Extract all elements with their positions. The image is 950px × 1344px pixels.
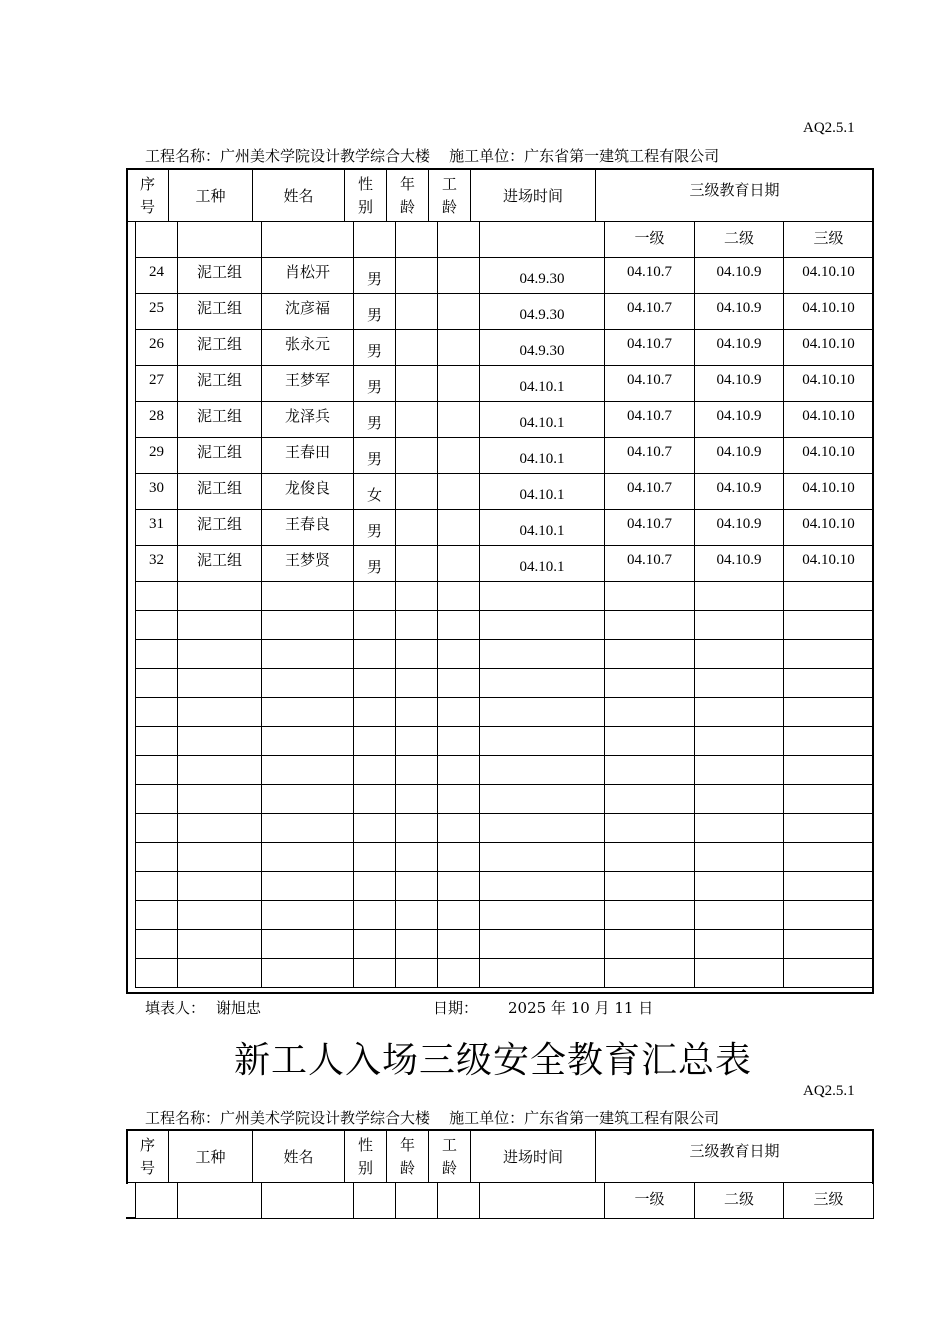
cell-age xyxy=(396,510,438,546)
cell-name: 王春良 xyxy=(262,510,354,546)
data-table xyxy=(135,221,874,988)
date-label: 日期： xyxy=(433,999,479,1017)
col-edu-date: 三级教育日期 xyxy=(596,170,874,222)
cell-l3: 04.10.10 xyxy=(784,330,874,366)
cell-l1: 04.10.7 xyxy=(605,294,695,330)
empty-row xyxy=(136,872,874,901)
cell-service xyxy=(438,402,480,438)
col-level3: 三级 xyxy=(784,222,874,258)
cell-service xyxy=(438,294,480,330)
cell-l1: 04.10.7 xyxy=(605,438,695,474)
cell-gender: 男 xyxy=(354,546,396,582)
cell-l2: 04.10.9 xyxy=(695,294,784,330)
cell-l2: 04.10.9 xyxy=(695,510,784,546)
col-name: 姓名 xyxy=(253,170,345,222)
col-gender: 性 别 xyxy=(345,170,387,222)
cell-seq: 32 xyxy=(136,546,178,582)
cell-seq: 31 xyxy=(136,510,178,546)
cell-trade: 泥工组 xyxy=(178,402,262,438)
empty-row xyxy=(136,959,874,988)
cell-entry: 04.9.30 xyxy=(480,258,605,294)
cell-name: 张永元 xyxy=(262,330,354,366)
empty-row xyxy=(136,930,874,959)
cell-l1: 04.10.7 xyxy=(605,510,695,546)
cell-name: 王春田 xyxy=(262,438,354,474)
cell-l1: 04.10.7 xyxy=(605,258,695,294)
empty-row xyxy=(136,843,874,872)
col-level3-2: 三级 xyxy=(784,1183,874,1219)
table-row xyxy=(136,402,874,438)
col-level2-2: 二级 xyxy=(695,1183,784,1219)
cell-gender: 男 xyxy=(354,510,396,546)
cell-service xyxy=(438,258,480,294)
cell-l2: 04.10.9 xyxy=(695,366,784,402)
col-entry-2: 进场时间 xyxy=(471,1131,596,1183)
project-info: 工程名称：广州美术学院设计教学综合大楼 施工单位：广东省第一建筑工程有限公司 xyxy=(145,147,720,165)
cell-l3: 04.10.10 xyxy=(784,258,874,294)
table-row xyxy=(136,330,874,366)
cell-name: 王梦军 xyxy=(262,366,354,402)
header-table xyxy=(126,169,874,222)
cell-l2: 04.10.9 xyxy=(695,330,784,366)
table-edge-mark xyxy=(126,1217,136,1219)
cell-trade: 泥工组 xyxy=(178,258,262,294)
cell-entry: 04.10.1 xyxy=(480,510,605,546)
data-table-2 xyxy=(135,1182,874,1219)
cell-entry: 04.9.30 xyxy=(480,330,605,366)
cell-name: 龙泽兵 xyxy=(262,402,354,438)
empty-row xyxy=(136,698,874,727)
cell-gender: 男 xyxy=(354,402,396,438)
cell-age xyxy=(396,402,438,438)
cell-l2: 04.10.9 xyxy=(695,258,784,294)
cell-l3: 04.10.10 xyxy=(784,366,874,402)
date-value: 2025 年 10 月 11 日 xyxy=(508,999,654,1017)
cell-entry: 04.10.1 xyxy=(480,402,605,438)
cell-entry: 04.10.1 xyxy=(480,366,605,402)
doc-code-2: AQ2.5.1 xyxy=(803,1083,855,1099)
empty-row xyxy=(136,756,874,785)
cell-gender: 女 xyxy=(354,474,396,510)
cell-trade: 泥工组 xyxy=(178,438,262,474)
doc-code: AQ2.5.1 xyxy=(803,120,855,136)
cell-name: 肖松开 xyxy=(262,258,354,294)
cell-entry: 04.10.1 xyxy=(480,474,605,510)
table-row xyxy=(136,438,874,474)
cell-gender: 男 xyxy=(354,438,396,474)
col-service: 工 龄 xyxy=(429,170,471,222)
cell-seq: 25 xyxy=(136,294,178,330)
cell-age xyxy=(396,438,438,474)
col-age: 年 龄 xyxy=(387,170,429,222)
cell-age xyxy=(396,546,438,582)
cell-service xyxy=(438,474,480,510)
page-title: 新工人入场三级安全教育汇总表 xyxy=(234,1040,753,1081)
table-row xyxy=(136,294,874,330)
cell-age xyxy=(396,294,438,330)
cell-name: 沈彦福 xyxy=(262,294,354,330)
cell-l1: 04.10.7 xyxy=(605,366,695,402)
cell-l3: 04.10.10 xyxy=(784,474,874,510)
cell-name: 龙俊良 xyxy=(262,474,354,510)
empty-row xyxy=(136,727,874,756)
cell-l1: 04.10.7 xyxy=(605,546,695,582)
col-level2: 二级 xyxy=(695,222,784,258)
table-row xyxy=(136,546,874,582)
cell-age xyxy=(396,258,438,294)
cell-seq: 28 xyxy=(136,402,178,438)
empty-row xyxy=(136,669,874,698)
cell-l2: 04.10.9 xyxy=(695,402,784,438)
cell-l1: 04.10.7 xyxy=(605,474,695,510)
cell-seq: 27 xyxy=(136,366,178,402)
col-edu-date-2: 三级教育日期 xyxy=(596,1131,874,1183)
cell-l3: 04.10.10 xyxy=(784,402,874,438)
project-info-2: 工程名称：广州美术学院设计教学综合大楼 施工单位：广东省第一建筑工程有限公司 xyxy=(145,1109,720,1127)
cell-seq: 24 xyxy=(136,258,178,294)
col-trade: 工种 xyxy=(169,170,253,222)
table-row xyxy=(136,258,874,294)
filler-name: 谢旭忠 xyxy=(216,999,262,1017)
cell-l3: 04.10.10 xyxy=(784,438,874,474)
col-service-2: 工 龄 xyxy=(429,1131,471,1183)
cell-trade: 泥工组 xyxy=(178,510,262,546)
filler-label: 填表人： xyxy=(145,999,206,1017)
cell-l2: 04.10.9 xyxy=(695,474,784,510)
col-age-2: 年 龄 xyxy=(387,1131,429,1183)
cell-entry: 04.9.30 xyxy=(480,294,605,330)
col-level1-2: 一级 xyxy=(605,1183,695,1219)
cell-age xyxy=(396,474,438,510)
cell-l1: 04.10.7 xyxy=(605,330,695,366)
cell-name: 王梦贤 xyxy=(262,546,354,582)
empty-row xyxy=(136,785,874,814)
cell-l3: 04.10.10 xyxy=(784,294,874,330)
cell-l2: 04.10.9 xyxy=(695,438,784,474)
empty-row xyxy=(136,611,874,640)
col-gender-2: 性 别 xyxy=(345,1131,387,1183)
cell-service xyxy=(438,366,480,402)
col-seq: 序 号 xyxy=(127,170,169,222)
cell-trade: 泥工组 xyxy=(178,294,262,330)
cell-seq: 26 xyxy=(136,330,178,366)
table-row xyxy=(136,510,874,546)
cell-entry: 04.10.1 xyxy=(480,546,605,582)
empty-row xyxy=(136,640,874,669)
col-entry: 进场时间 xyxy=(471,170,596,222)
cell-entry: 04.10.1 xyxy=(480,438,605,474)
cell-trade: 泥工组 xyxy=(178,366,262,402)
col-name-2: 姓名 xyxy=(253,1131,345,1183)
cell-gender: 男 xyxy=(354,258,396,294)
cell-l3: 04.10.10 xyxy=(784,546,874,582)
cell-service xyxy=(438,330,480,366)
cell-seq: 30 xyxy=(136,474,178,510)
table-row xyxy=(136,366,874,402)
cell-gender: 男 xyxy=(354,294,396,330)
cell-seq: 29 xyxy=(136,438,178,474)
cell-l3: 04.10.10 xyxy=(784,510,874,546)
cell-gender: 男 xyxy=(354,366,396,402)
cell-l1: 04.10.7 xyxy=(605,402,695,438)
header-table-2 xyxy=(126,1130,874,1183)
cell-age xyxy=(396,330,438,366)
cell-trade: 泥工组 xyxy=(178,474,262,510)
cell-trade: 泥工组 xyxy=(178,330,262,366)
cell-age xyxy=(396,366,438,402)
empty-row xyxy=(136,582,874,611)
col-seq-2: 序 号 xyxy=(127,1131,169,1183)
cell-service xyxy=(438,510,480,546)
cell-service xyxy=(438,438,480,474)
cell-gender: 男 xyxy=(354,330,396,366)
cell-service xyxy=(438,546,480,582)
empty-row xyxy=(136,901,874,930)
empty-row xyxy=(136,814,874,843)
col-trade-2: 工种 xyxy=(169,1131,253,1183)
table-row xyxy=(136,474,874,510)
cell-l2: 04.10.9 xyxy=(695,546,784,582)
col-level1: 一级 xyxy=(605,222,695,258)
cell-trade: 泥工组 xyxy=(178,546,262,582)
